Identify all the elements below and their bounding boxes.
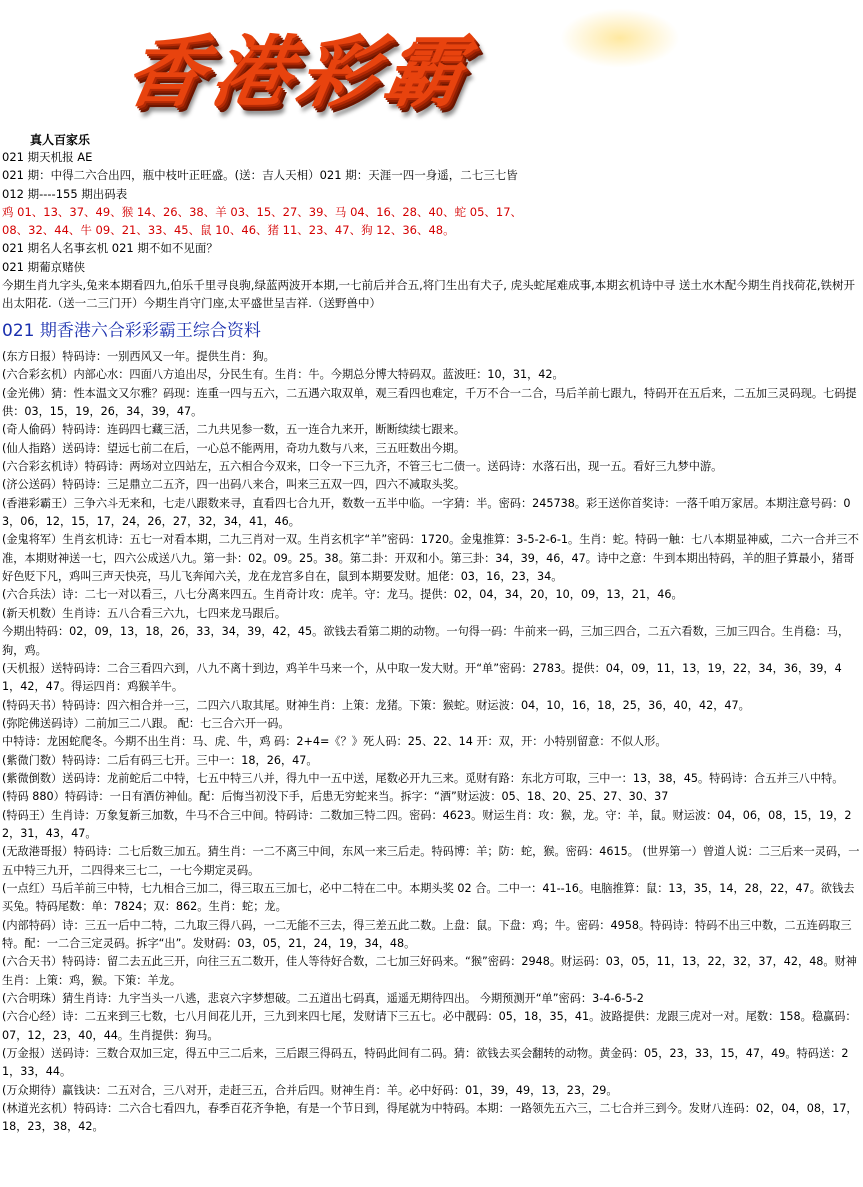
header-line: 012 期----155 期出码表 xyxy=(2,186,128,201)
header-line: 021 期天机报 AE xyxy=(2,150,93,164)
zodiac-line: 鸡 01、13、37、49、猴 14、26、38、羊 03、15、27、39、马 04、16、28、40、蛇 05、17、 xyxy=(2,204,523,219)
detail-paragraph: (天机报）送特码诗：二合三看四六到，八九不离十到边，鸡羊牛马来一个，从中取一发大财。开“单”密码：2783。提供：04，09，11，13，19，22，34，36，39，41，42，47。得运四肖：鸡猴羊牛。 xyxy=(2,661,842,694)
header-line: 021 期名人名事玄机 021 期不如不见面？ xyxy=(2,241,218,256)
detail-paragraph: (金光佛）猜：性本温文又尔雅？码现：连重一四与五六，二五遇六取双单，观三看四也难定，千万不合一二合，马后羊前七跟九，特码开在五后来，二五加三灵码现。七码提供：03，15，19，26，34，39，47。 xyxy=(2,386,857,419)
banner-title: 香港彩霸 xyxy=(118,27,479,118)
detail-paragraph: (金鬼将军）生肖玄机诗：五七一对看本期，二九三肖对一双。生肖玄机字“羊”密码：1720。金鬼推算：3-5-2-6-1。生肖：蛇。特码一触：七八本期显神威，二六一合并三不准，本期财神送一七，四六公成送八九。第一卦：02。09。25。38。第二卦：开双和小。第三卦：34，39，46，47。诗中之意：牛到本期出特码，羊的胆子算最小，猪哥好色贬下凡，鸡叫三声天快亮，马儿飞奔闻六关，龙在龙宫多自在，鼠到本期要发财。旭佬：03，16，23，34。 xyxy=(2,533,859,584)
header-line: 021 期葡京赌侠 xyxy=(2,259,86,274)
detail-paragraph: (六合彩玄机）内部心水：四面八方追出尽，分民生有。生肖：牛。今期总分博大特码双。蓝波旺：10，31，42。 xyxy=(2,368,564,382)
detail-paragraph: (特码 880）特码诗：一日有酒仿神仙。配：后悔当初没下手，后患无穷蛇来当。拆字：“酒”财运波：05、18、20、25、27、30、37 xyxy=(2,790,669,804)
header-block xyxy=(2,148,860,313)
detail-paragraph: (东方日报）特码诗：一别西风又一年。提供生肖：狗。 xyxy=(2,350,275,363)
detail-paragraph: (仙人指路）送码诗：望远七前二在后，一心总不能两用，奇功九数与八来，三五旺数出今期。 xyxy=(2,441,466,455)
detail-paragraph: (林道光玄机）特码诗：二六合七看四九，春季百花齐争艳，有是一个节日到，得尾就为中特码。本期：一路领先五六三，二七合并三到今。发财八连码：02，04，08，17，18，23，38，42。 xyxy=(2,1102,858,1134)
detail-paragraph: (无敌港哥报）特码诗：二七后数三加五。猜生肖：一二不离三中间，东风一来三后走。特码博：羊；防：蛇，猴。密码：4615。 (世界第一）曾道人说：二三后来一灵码，一五中特三九开，二四得来三七二，一七今期定灵码。 xyxy=(2,845,860,877)
detail-paragraph: (六合天书）特码诗：留二去五此三开，向往三五二数开，佳人等待好合数，二七加三好码来。“猴”密码：2948。财运码：03，05，11，13，22，32，37，42，48。财神生肖：上策：鸡，猴。下策：羊龙。 xyxy=(2,955,857,987)
detail-paragraph: (六合心经）诗：二五来到三七数，七八月间花儿开，三九到来四七尾，发财请下三五七。必中靓码：05，18，35，41。波路提供：龙跟三虎对一对。尾数：158。稳赢码：07，12，23，40，44。生肖提供：狗马。 xyxy=(2,1010,857,1042)
detail-paragraph: 中特诗：龙困蛇爬冬。今期不出生肖：马、虎、牛，鸡 码：2+4=《？》死人码：25、22、14 开：双，开：小特别留意：不似人形。 xyxy=(2,735,667,749)
section-title: 021 期香港六合彩彩霸王综合资料 xyxy=(2,321,261,341)
detail-paragraph: (万金报）送码诗：三数合双加三定，得五中三二后来，三后跟三得码五，特码此间有二码。猜：欲钱去买会翻转的动物。黄金码：05，23，33，15，47，49。特码送：21，33，44。 xyxy=(2,1047,849,1079)
detail-paragraph: (六合兵法）诗：二七一对以看三，八七分离来四五。生肖奇计攻：虎羊。守：龙马。提供：02，04，34，20，10，09，13，21，46。 xyxy=(2,588,683,602)
detail-paragraph: (万众期待）赢钱诀：二五对合，三八对开，走赶三五，合并后四。财神生肖：羊。必中好码：01，39，49，13，23，29。 xyxy=(2,1083,618,1097)
detail-paragraph: (紫微门数）特码诗：二后有码三七开。三中一：18，26，47。 xyxy=(2,753,318,767)
banner xyxy=(0,0,863,135)
detail-paragraph: (紫微倒数）送码诗：龙前蛇后二中特，七五中特三八并，得九中一五中送，尾数必开九三来。觅财有路：东北方可取，三中一：13，38，45。特码诗：合五并三八中特。 xyxy=(2,771,844,785)
detail-paragraph: (六合明珠）猜生肖诗：九宇当头一八逃，悲哀六字梦想破。二五道出七码真，遥遥无期待四出。 今期预测开“单”密码：3-4-6-5-2 xyxy=(2,992,644,1006)
detail-paragraph: (新天机数）生肖诗：五八合看三六九，七四来龙马跟后。 xyxy=(2,606,287,620)
detail-paragraph: (特码天书）特码诗：四六相合并一三，二四六八取其尾。财神生肖：上策：龙猪。下策：猴蛇。财运波：04，10，16，18，25，36，40，42，47。 xyxy=(2,698,750,712)
detail-paragraph: (弥陀佛送码诗）二前加三二八跟。 配：七三合六开一码。 xyxy=(2,716,290,730)
detail-paragraph: (香港彩霸王）三争六斗无来和，七走八跟数来寻，直看四七合九开，数数一五半中临。一字猜：半。密码：245738。彩王送你首奖诗：一落千咱万家居。本期注意号码：03，06，12，15，17，24，26，27，32，34，41，46。 xyxy=(2,496,851,529)
subtitle: 真人百家乐 xyxy=(30,133,91,147)
zodiac-line: 08、32、44、牛 09、21、33、45、鼠 10、46、猪 11、23、47、狗 12、36、48。 xyxy=(2,223,455,238)
header-line: 021 期：中得二六合出四，瓶中枝叶正旺盛。(送：吉人天相）021 期：天涯一四一身遥，二七三七皆 xyxy=(2,168,518,183)
header-paragraph: 今期生肖九字头,兔来本期看四九,伯乐千里寻良驹,绿蓝两波开本期,一七前后并合五,将门生出有犬子, 虎头蛇尾难成事,本期玄机诗中寻 送土水木配今期生肖找荷花,铁树开出太阳花.（送一二三门开）今期生肖守门座,太平盛世呈吉祥.（送野兽中） xyxy=(2,278,856,311)
detail-paragraph: (奇人偷码）特码诗：连码四七藏三活，二九共见参一数，五一连合九来开，断断续续七跟来。 xyxy=(2,423,466,437)
detail-paragraph: (特码王）生肖诗：万象复新三加数，牛马不合三中间。特码诗：二数加三特二四。密码：4623。财运生肖：攻：猴，龙。守：羊，鼠。财运波：04，06，08，15，19，22，31，43，47。 xyxy=(2,808,852,840)
detail-paragraph: (内部特码）诗：三五一后中二特，二九取三得八码，一二无能不三去，得三差五此二数。上盘：鼠。下盘：鸡；牛。密码：4958。特码诗：特码不出三中数，二五连码取三特。配：一二合三定灵码。拆字“出”。发财码：03，05，21，24，19，34，48。 xyxy=(2,918,852,950)
detail-paragraph: (济公送码）特码诗：三足鼎立二五齐，四一出码八来合，叫来三五双一四，四六不减取头奖。 xyxy=(2,478,466,492)
details-list xyxy=(2,348,860,1137)
detail-paragraph: (六合彩玄机诗）特码诗：两场对立四站左，五六相合今双来，口令一下三九齐，不管三七二债一。送码诗：水落石出，现一五。看好三九梦中游。 xyxy=(2,460,723,474)
banner-glow xyxy=(560,8,680,68)
detail-paragraph: (一点红）马后羊前三中特，七九相合三加二，得三取五三加七，必中二特在二中。本期头奖 02 合。二中一：41--16。电脑推算：鼠：13，35，14，28，22，47。欲钱去买兔。特码尾数：单：7824；双：862。生肖：蛇；龙。 xyxy=(2,881,855,914)
detail-paragraph: 今期出特码：02，09，13，18，26，33，34，39，42，45。欲钱去看第二期的动物。一句得一码：牛前来一码，三加三四合，二五六看数，三加三四合。生肖稳：马，狗，鸡。 xyxy=(2,625,850,657)
